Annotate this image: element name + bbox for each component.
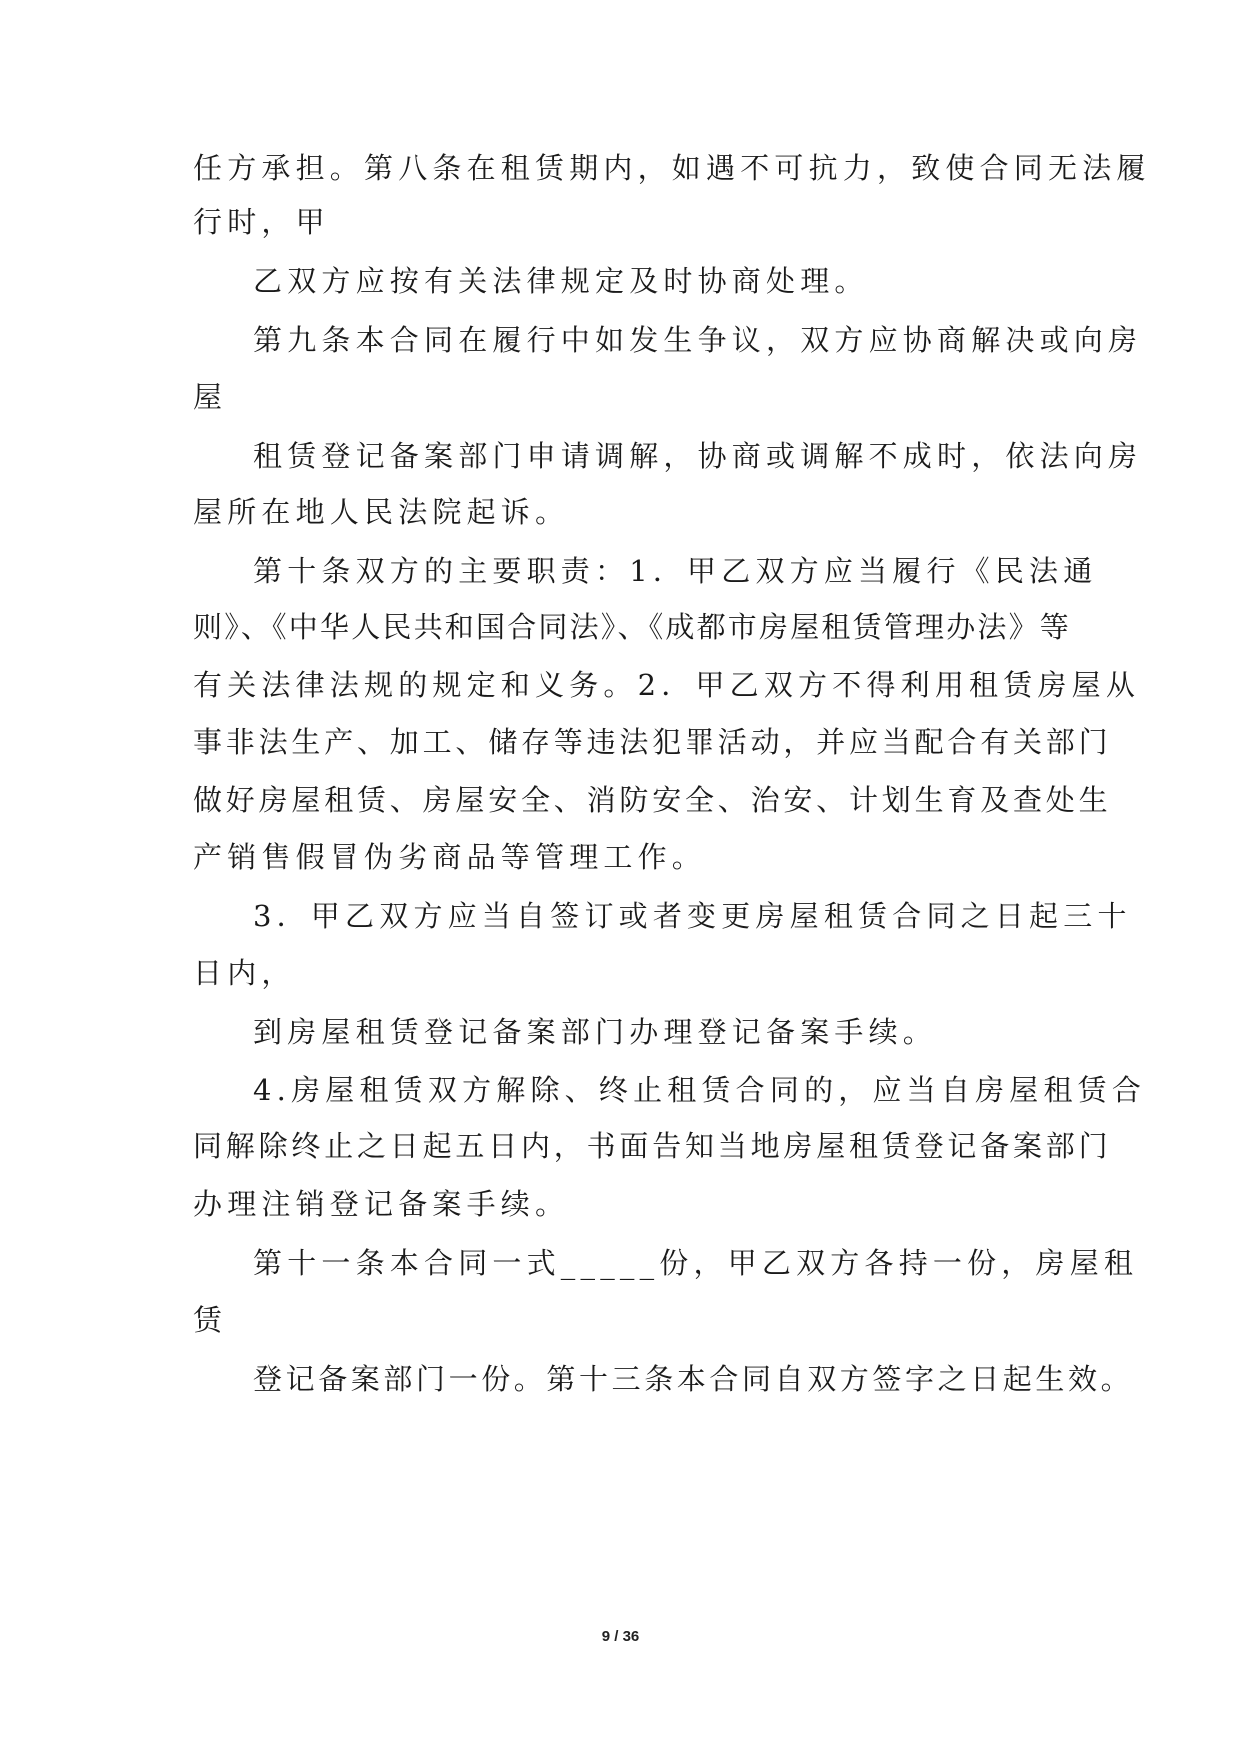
text-line: 有关法律法规的规定和义务。2．甲乙双方不得利用租赁房屋从	[193, 668, 1141, 702]
text-line: 行时，甲	[193, 205, 330, 239]
text-line: 赁	[193, 1303, 228, 1337]
text-line: 事非法生产、加工、储存等违法犯罪活动，并应当配合有关部门	[193, 725, 1112, 759]
text-line: 任方承担。第八条在租赁期内，如遇不可抗力，致使合同无法履	[193, 151, 1151, 185]
text-line: 屋所在地人民法院起诉。	[193, 495, 570, 529]
text-line: 4.房屋租赁双方解除、终止租赁合同的，应当自房屋租赁合	[253, 1073, 1147, 1107]
page-number: 9 / 36	[601, 1628, 640, 1645]
text-line: 做好房屋租赁、房屋安全、消防安全、治安、计划生育及查处生	[193, 783, 1112, 817]
text-line: 乙双方应按有关法律规定及时协商处理。	[253, 264, 869, 298]
text-line: 第九条本合同在履行中如发生争议，双方应协商解决或向房	[253, 323, 1143, 357]
text-line: 产销售假冒伪劣商品等管理工作。	[193, 840, 707, 874]
text-line: 3．甲乙双方应当自签订或者变更房屋租赁合同之日起三十	[253, 899, 1132, 933]
text-line: 到房屋租赁登记备案部门办理登记备案手续。	[253, 1015, 938, 1049]
text-line: 同解除终止之日起五日内，书面告知当地房屋租赁登记备案部门	[193, 1129, 1112, 1163]
text-line: 屋	[193, 380, 228, 414]
text-line: 则》、《中华人民共和国合同法》、《成都市房屋租赁管理办法》等	[193, 610, 1072, 644]
text-line: 第十条双方的主要职责：1．甲乙双方应当履行《民法通	[253, 554, 1098, 588]
text-line: 租赁登记备案部门申请调解，协商或调解不成时，依法向房	[253, 439, 1143, 473]
text-line: 日内，	[193, 956, 296, 990]
text-line: 第十一条本合同一式_____份，甲乙双方各持一份，房屋租	[253, 1246, 1139, 1280]
text-line: 办理注销登记备案手续。	[193, 1187, 570, 1221]
text-line: 登记备案部门一份。第十三条本合同自双方签字之日起生效。	[253, 1362, 1134, 1396]
